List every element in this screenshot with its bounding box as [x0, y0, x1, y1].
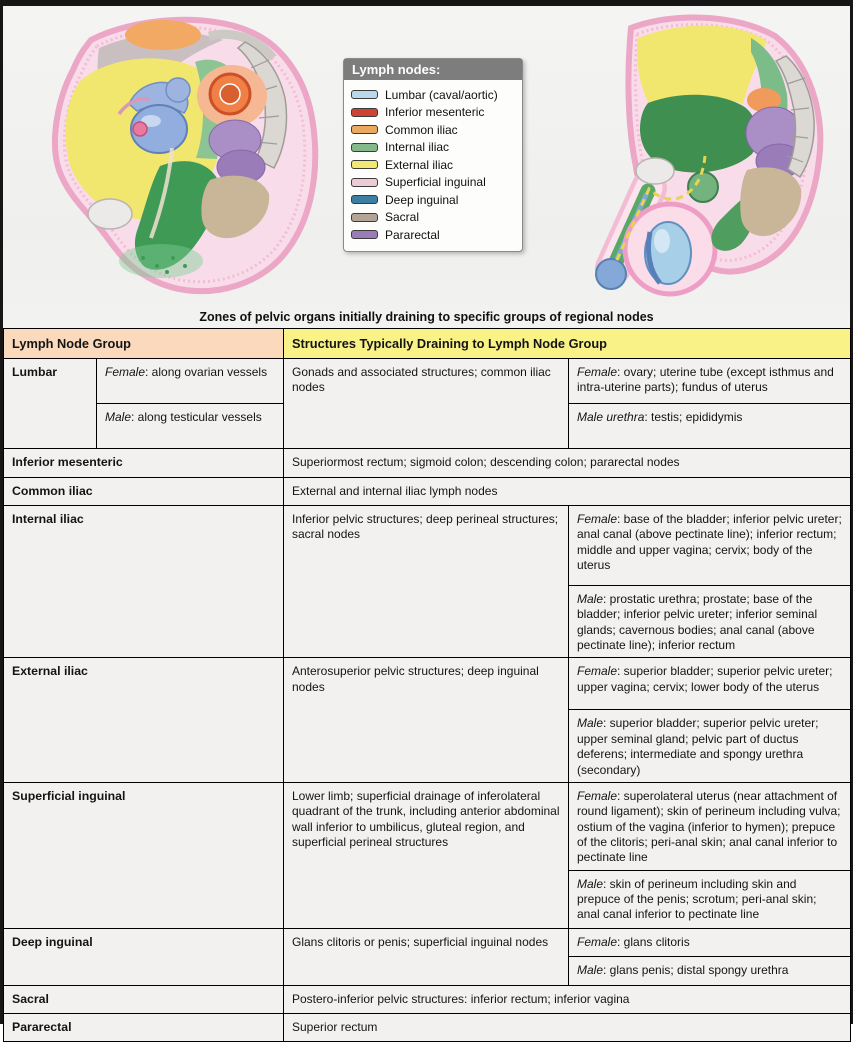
- legend-item-label: External iliac: [385, 157, 454, 172]
- deep-inguinal-swatch-icon: [351, 195, 378, 204]
- cell-lumbar-male: Male urethra: testis; epididymis: [569, 404, 851, 449]
- lymph-nodes-legend: [343, 58, 523, 252]
- legend-item-label: Deep inguinal: [385, 192, 459, 207]
- cell-lumbar-general: Gonads and associated structures; common iliac nodes: [284, 359, 569, 449]
- cell-lumbar-location-male: Male: along testicular vessels: [97, 404, 284, 449]
- table-row-superficial-inguinal: [4, 782, 851, 870]
- cell-lumbar-female: Female: ovary; uterine tube (except isthmus and intra-uterine parts); fundus of uterus: [569, 359, 851, 404]
- legend-item: [351, 104, 515, 122]
- table-row-pararectal: [4, 1013, 851, 1041]
- common-iliac-swatch-icon: [351, 125, 378, 134]
- table-row-internal-iliac: [4, 506, 851, 586]
- cell-superficial-inguinal-female: Female: superolateral uterus (near attachment of round ligament); skin of perineum including vulva; ostium of the vagina (inferior to hymen); prepuce of the clitoris; peri-anal skin; anal canal inferior to pectinate line: [569, 782, 851, 870]
- cell-common-iliac-general: External and internal iliac lymph nodes: [284, 478, 851, 506]
- header-structures: Structures Typically Draining to Lymph Node Group: [284, 329, 851, 359]
- cell-common-iliac-group: Common iliac: [4, 478, 284, 506]
- male-pelvis-illustration: [543, 8, 843, 308]
- table-row-common-iliac: [4, 478, 851, 506]
- cell-pararectal-group: Pararectal: [4, 1013, 284, 1041]
- legend-item: [351, 86, 515, 104]
- legend-item-label: Inferior mesenteric: [385, 105, 485, 120]
- legend-body: [344, 80, 522, 251]
- legend-item-label: Lumbar (caval/aortic): [385, 87, 498, 102]
- table-row-external-iliac: [4, 658, 851, 710]
- cell-external-iliac-group: External iliac: [4, 658, 284, 782]
- cell-superficial-inguinal-male: Male: skin of perineum including skin and prepuce of the penis; scrotum; peri-anal skin; anal canal inferior to pectinate line: [569, 870, 851, 928]
- legend-item: [351, 226, 515, 244]
- pararectal-swatch-icon: [351, 230, 378, 239]
- cell-external-iliac-general: Anterosuperior pelvic structures; deep inguinal nodes: [284, 658, 569, 782]
- legend-item-label: Common iliac: [385, 122, 458, 137]
- cell-deep-inguinal-male: Male: glans penis; distal spongy urethra: [569, 956, 851, 985]
- cell-internal-iliac-male: Male: prostatic urethra; prostate; base of the bladder; inferior pelvic ureter; inferior seminal glands; cavernous bodies; anal canal (above pectinate line); inferior rectum: [569, 586, 851, 658]
- cell-deep-inguinal-general: Glans clitoris or penis; superficial inguinal nodes: [284, 928, 569, 985]
- legend-item: [351, 191, 515, 209]
- cell-internal-iliac-female: Female: base of the bladder; inferior pelvic ureter; anal canal (above pectinate line); inferior rectum; middle and upper vagina; cervix; body of the uterus: [569, 506, 851, 586]
- cell-sacral-general: Postero-inferior pelvic structures: inferior rectum; inferior vagina: [284, 985, 851, 1013]
- cell-pararectal-general: Superior rectum: [284, 1013, 851, 1041]
- lymph-node-table: [3, 328, 851, 1042]
- legend-item: [351, 174, 515, 192]
- female-pelvis-illustration: [11, 8, 341, 308]
- illustration-panel: [3, 6, 850, 328]
- cell-sacral-group: Sacral: [4, 985, 284, 1013]
- cell-external-iliac-male: Male: superior bladder; superior pelvic ureter; upper seminal gland; pelvic part of ductus deferens; intermediate and spongy urethra (secondary): [569, 710, 851, 782]
- legend-item-label: Pararectal: [385, 227, 440, 242]
- table-row-sacral: [4, 985, 851, 1013]
- cell-internal-iliac-group: Internal iliac: [4, 506, 284, 658]
- superficial-inguinal-swatch-icon: [351, 178, 378, 187]
- cell-lumbar-location-female: Female: along ovarian vessels: [97, 359, 284, 404]
- lumbar-swatch-icon: [351, 90, 378, 99]
- external-iliac-swatch-icon: [351, 160, 378, 169]
- legend-title: Lymph nodes:: [344, 59, 522, 80]
- table-header-row: [4, 329, 851, 359]
- internal-iliac-swatch-icon: [351, 143, 378, 152]
- legend-item-label: Superficial inguinal: [385, 175, 486, 190]
- cell-inferior-mesenteric-general: Superiormost rectum; sigmoid colon; descending colon; pararectal nodes: [284, 449, 851, 478]
- legend-item-label: Sacral: [385, 210, 420, 225]
- table-row-inferior-mesenteric: [4, 449, 851, 478]
- cell-lumbar-group: Lumbar: [4, 359, 97, 449]
- table-row-deep-inguinal: [4, 928, 851, 956]
- sacral-swatch-icon: [351, 213, 378, 222]
- legend-item: [351, 156, 515, 174]
- legend-item: [351, 121, 515, 139]
- cell-superficial-inguinal-general: Lower limb; superficial drainage of inferolateral quadrant of the trunk, including anterior abdominal wall inferior to umbilicus, gluteal region, and superficial perineal structures: [284, 782, 569, 928]
- cell-deep-inguinal-group: Deep inguinal: [4, 928, 284, 985]
- legend-item-label: Internal iliac: [385, 140, 450, 155]
- figure-caption: Zones of pelvic organs initially draining to specific groups of regional nodes: [199, 310, 654, 324]
- cell-deep-inguinal-female: Female: glans clitoris: [569, 928, 851, 956]
- legend-item: [351, 139, 515, 157]
- header-lymph-node-group: Lymph Node Group: [4, 329, 284, 359]
- legend-item: [351, 209, 515, 227]
- cell-superficial-inguinal-group: Superficial inguinal: [4, 782, 284, 928]
- cell-external-iliac-female: Female: superior bladder; superior pelvic ureter; upper vagina; cervix; lower body of the uterus: [569, 658, 851, 710]
- table-row-lumbar: [4, 359, 851, 404]
- cell-internal-iliac-general: Inferior pelvic structures; deep perineal structures; sacral nodes: [284, 506, 569, 658]
- cell-inferior-mesenteric-group: Inferior mesenteric: [4, 449, 284, 478]
- inferior-mesenteric-swatch-icon: [351, 108, 378, 117]
